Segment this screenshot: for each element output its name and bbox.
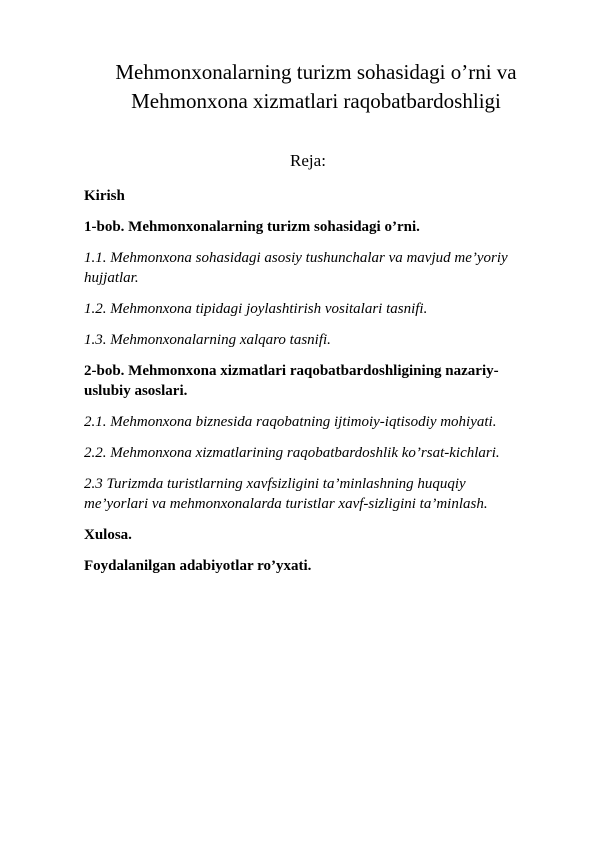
toc-item-introduction: Kirish	[84, 188, 125, 204]
toc-item-2-2: 2.2. Mehmonxona xizmatlarining raqobatbardoshlik ko’rsat-kichlari.	[84, 445, 500, 461]
toc-item-conclusion: Xulosa.	[84, 527, 132, 543]
toc-item-1-2: 1.2. Mehmonxona tipidagi joylashtirish vositalari tasnifi.	[84, 301, 428, 317]
toc-item-chapter-1: 1-bob. Mehmonxonalarning turizm sohasidagi o’rni.	[84, 219, 420, 235]
toc-item-chapter-2: 2-bob. Mehmonxona xizmatlari raqobatbardoshligining nazariy-uslubiy asoslari.	[84, 363, 499, 399]
document-title	[96, 58, 536, 116]
table-of-contents	[84, 186, 544, 576]
title-line-1: Mehmonxonalarning turizm sohasidagi o’rni va	[115, 60, 517, 84]
toc-item-references: Foydalanilgan adabiyotlar ro’yxati.	[84, 558, 312, 574]
toc-item-1-3: 1.3. Mehmonxonalarning xalqaro tasnifi.	[84, 332, 331, 348]
toc-item-1-1: 1.1. Mehmonxona sohasidagi asosiy tushunchalar va mavjud me’yoriy hujjatlar.	[84, 250, 508, 286]
plan-heading: Reja:	[290, 151, 326, 170]
toc-item-2-3: 2.3 Turizmda turistlarning xavfsizligini ta’minlashning huquqiy me’yorlari va mehmonxonalarda turistlar xavf-sizligini ta’minlash.	[84, 476, 488, 512]
title-line-2: Mehmonxona xizmatlari raqobatbardoshligi	[131, 89, 501, 113]
toc-item-2-1: 2.1. Mehmonxona biznesida raqobatning ijtimoiy-iqtisodiy mohiyati.	[84, 414, 497, 430]
